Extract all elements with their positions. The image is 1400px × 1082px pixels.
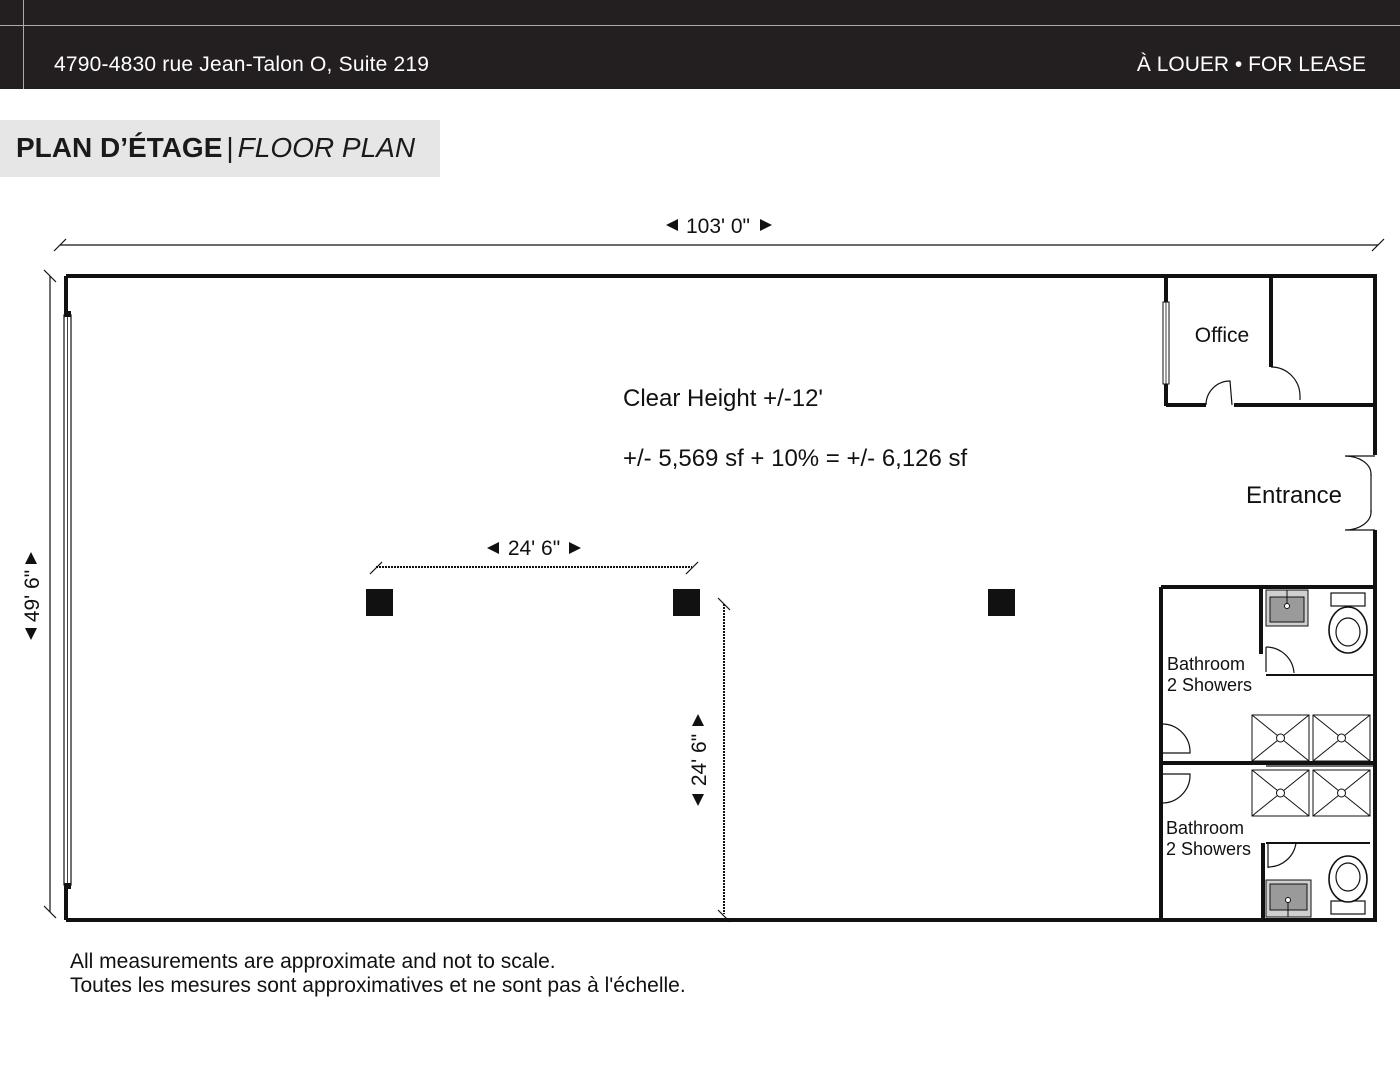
arrow-down-icon [25,628,37,640]
office-label: Office [1194,324,1250,347]
column [366,589,393,616]
section-title-english: FLOOR PLAN [237,132,416,163]
overall-width-text: 103' 0" [685,215,751,238]
width-dimension-label [666,215,772,238]
toilet-icon [1329,856,1367,914]
width-dimension [54,239,1384,251]
column [988,589,1015,616]
arrow-left-icon [666,219,678,231]
column-spacing-text: 24' 6" [507,537,561,560]
lease-label: À LOUER • FOR LEASE [1136,53,1366,76]
column-spacing-dimension [370,562,698,574]
arrow-right-icon [569,542,581,554]
disclaimer-fr: Toutes les mesures sont approximatives et ne sont pas à l'échelle. [70,974,686,997]
arrow-left-icon [487,542,499,554]
left-window [64,311,71,889]
bathroom-1-label: Bathroom [1167,654,1246,674]
depth-dimension-label [21,552,44,640]
toilet-icon [1329,593,1367,653]
sink-icon [1266,590,1308,626]
bathroom-2-label: Bathroom [1166,818,1245,838]
column-offset-text: 24' 6" [688,733,711,787]
bathroom-2-detail: 2 Showers [1166,839,1252,859]
arrow-up-icon [692,714,704,726]
arrow-down-icon [692,794,704,806]
column-offset-label [688,714,711,806]
column [673,589,700,616]
depth-dimension [44,270,56,918]
area-text: +/- 5,569 sf + 10% = +/- 6,126 sf [623,445,968,472]
entrance-label: Entrance [1245,482,1343,509]
column-offset-dimension [718,598,730,922]
disclaimer-en: All measurements are approximate and not to scale. [70,950,556,973]
property-address: 4790-4830 rue Jean-Talon O, Suite 219 [54,53,430,76]
overall-depth-text: 49' 6" [21,569,44,623]
bathroom-1-detail: 2 Showers [1167,675,1253,695]
disclaimer [70,950,686,998]
section-title-french: PLAN D’ÉTAGE [16,132,223,163]
structural-columns [366,589,1015,616]
entrance-door [1345,456,1375,530]
arrow-up-icon [25,552,37,564]
section-title-separator: | [226,132,234,163]
clear-height-text: Clear Height +/-12' [623,385,824,412]
arrow-right-icon [760,219,772,231]
column-spacing-label [487,537,581,560]
sink-icon [1266,880,1311,917]
